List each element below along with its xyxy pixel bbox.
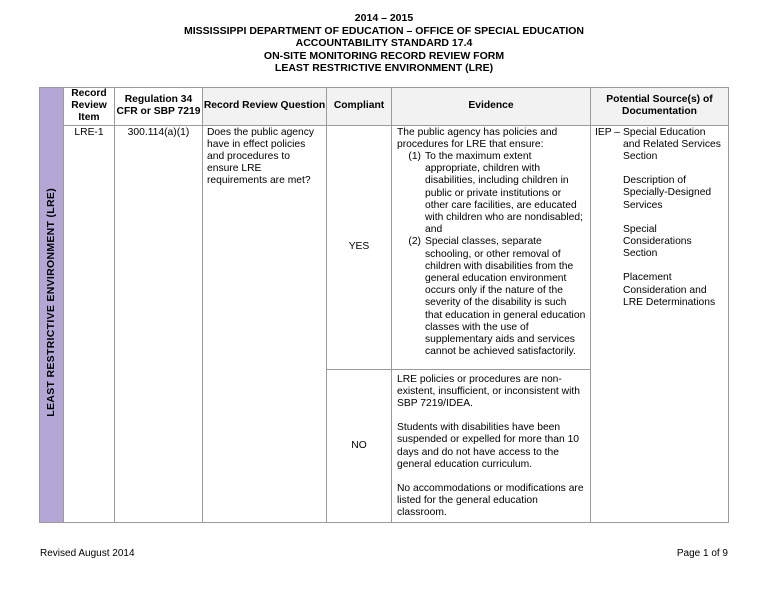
source-item: Description of Specially-Designed Services (623, 175, 712, 211)
evidence-point (397, 151, 586, 236)
header-year: 2014 – 2015 (354, 12, 414, 24)
source-item: Placement Consideration and LRE Determinations (623, 272, 716, 308)
evidence-yes (392, 125, 591, 369)
evidence-no-paragraph: Students with disabilities have been suspended or expelled for more than 10 days and do not have access to the general education curriculum. (397, 422, 580, 470)
header-standard: ACCOUNTABILITY STANDARD 17.4 (295, 37, 473, 50)
evidence-yes-intro: The public agency has policies and procedures for LRE that ensure: (397, 126, 558, 150)
col-header-evidence: Evidence (392, 88, 591, 126)
source-item: Special Education and Related Services Section (623, 126, 721, 163)
footer-page-number: Page 1 of 9 (676, 548, 728, 559)
col-header-regulation: Regulation 34 CFR or SBP 7219 (115, 88, 203, 126)
regulation-citation: 300.114(a)(1) (115, 125, 203, 522)
evidence-point-number: (1) (408, 151, 421, 163)
evidence-point (397, 236, 586, 358)
record-item-id: LRE-1 (64, 125, 115, 522)
section-side-label: LEAST RESTRICTIVE ENVIRONMENT (LRE) (40, 88, 64, 523)
compliant-yes: YES (327, 125, 392, 369)
header-department: MISSISSIPPI DEPARTMENT OF EDUCATION – OFFICE OF SPECIAL EDUCATION (184, 24, 584, 37)
evidence-yes-points (397, 151, 586, 358)
evidence-point-text: Special classes, separate schooling, or other removal of children with disabilities from the general education environment occurs only if the nature of the severity of the disability is such that education in general education classes with the use of supplementary aids and services cannot be achieved satisfactorily. (425, 236, 586, 358)
record-review-table (39, 87, 729, 523)
col-header-compliant: Compliant (327, 88, 392, 126)
evidence-point-number: (2) (408, 236, 421, 248)
source-item: Special Considerations Section (623, 223, 692, 260)
evidence-no (392, 369, 591, 522)
evidence-point-text: To the maximum extent appropriate, children with disabilities, including children in public or private institutions or other care facilities, are educated with children who are nondisabled; and (425, 151, 583, 236)
document-header (0, 12, 768, 75)
source-lead: IEP – (595, 126, 620, 138)
col-header-item: Record Review Item (64, 88, 115, 126)
header-form-title: ON-SITE MONITORING RECORD REVIEW FORM (263, 49, 505, 62)
review-question: Does the public agency have in effect policies and procedures to ensure LRE requirements are met? (203, 125, 327, 522)
col-header-question: Record Review Question (203, 88, 327, 126)
header-section-title: LEAST RESTRICTIVE ENVIRONMENT (LRE) (274, 62, 494, 75)
compliant-no: NO (327, 369, 392, 522)
footer-revised-date: Revised August 2014 (40, 548, 135, 559)
evidence-no-paragraph: LRE policies or procedures are non-existent, insufficient, or inconsistent with SBP 7219/IDEA. (397, 373, 580, 410)
col-header-sources: Potential Source(s) of Documentation (591, 88, 729, 126)
evidence-no-paragraph: No accommodations or modifications are listed for the general education classroom. (397, 483, 584, 519)
documentation-sources (591, 125, 729, 522)
